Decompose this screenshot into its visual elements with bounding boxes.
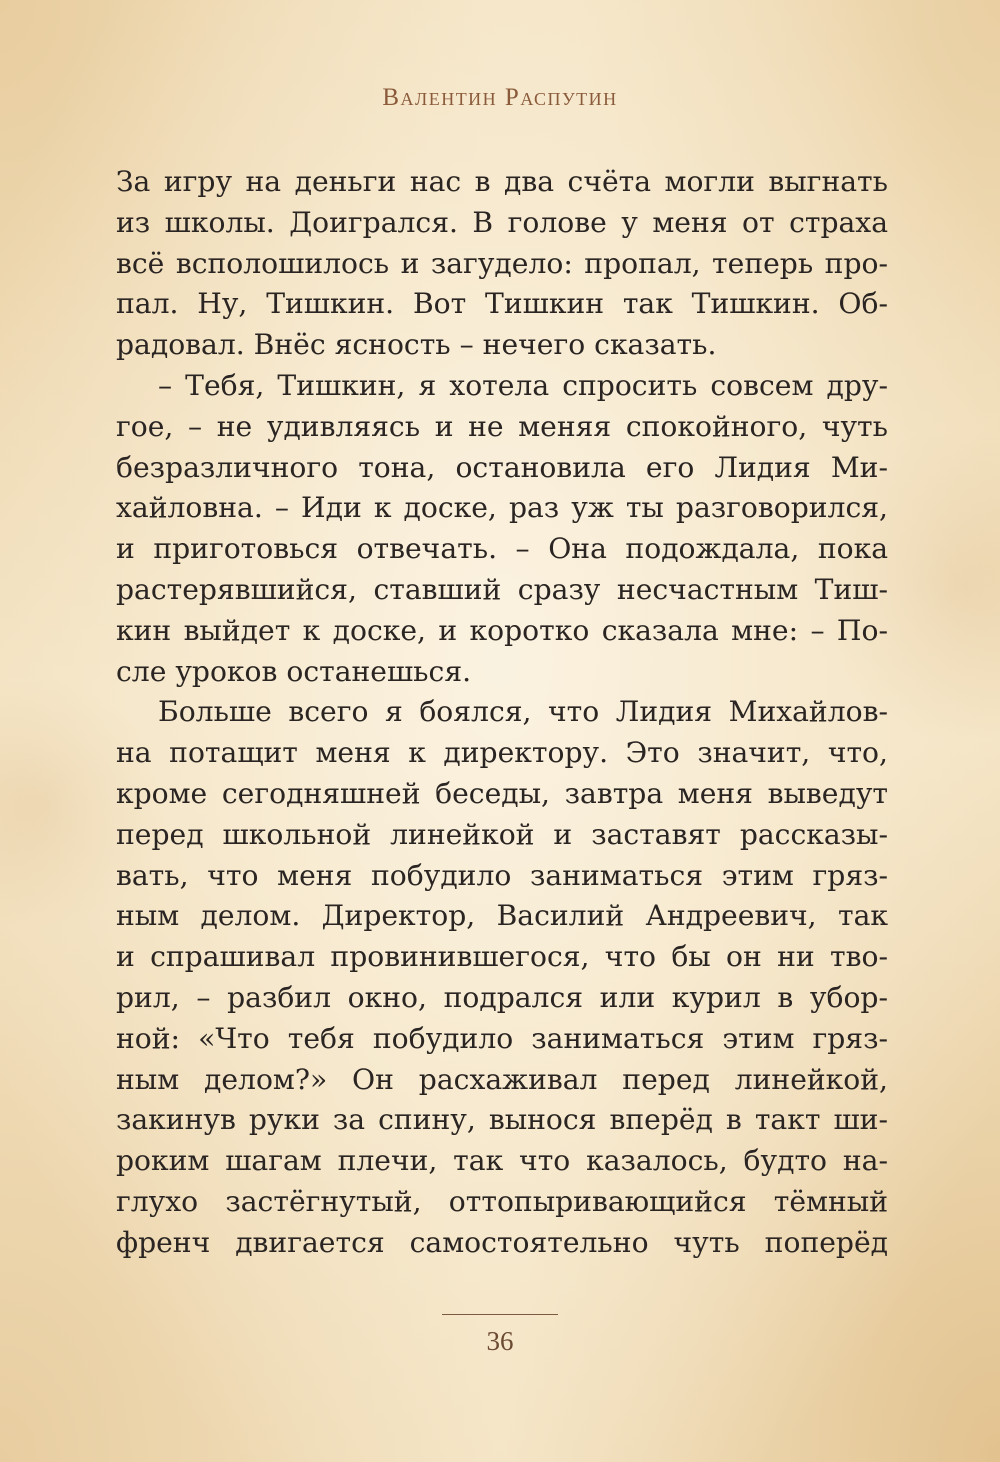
text-line: ной: «Что тебя побудило заниматься этим гряз- [116,1021,888,1055]
text-line: За игру на деньги нас в два счёта могли выгнать [116,165,888,198]
text-line: радовал. Внёс ясность – нечего сказать. [116,328,717,362]
text-line: пал. Ну, Тишкин. Вот Тишкин так Тишкин. Об- [116,287,888,321]
text-line: – Тебя, Тишкин, я хотела спросить совсем дру- [158,368,888,402]
text-line: кин выйдет к доске, и коротко сказала мне: – По- [116,613,888,647]
running-head-author: Валентин Распутин [382,84,618,111]
text-line: рил, – разбил окно, подрался или курил в убор- [116,980,888,1014]
text-line: закинув руки за спину, вынося вперёд в такт ши- [116,1103,888,1137]
text-line: кроме сегодняшней беседы, завтра меня выведут [116,776,888,810]
text-line: глухо застёгнутый, оттопыривающийся тёмный [116,1184,888,1218]
text-line: растерявшийся, ставший сразу несчастным Тиш- [116,572,888,606]
text-line: ным делом?» Он расхаживал перед линейкой, [116,1062,888,1096]
text-line: хайловна. – Иди к доске, раз уж ты разговорился, [116,491,888,525]
text-line: роким шагам плечи, так что казалось, будто на- [116,1144,888,1178]
text-line: и спрашивал провинившегося, что бы он ни тво- [116,940,888,974]
text-line: сле уроков останешься. [116,654,472,688]
text-line: и приготовься отвечать. – Она подождала, пока [116,532,888,566]
page-number: 36 [486,1326,514,1356]
text-line: из школы. Доигрался. В голове у меня от страха [116,205,888,239]
text-line: Больше всего я боялся, что Лидия Михайлов- [158,695,888,729]
text-line: вать, что меня побудило заниматься этим гряз- [116,858,888,892]
text-line: всё всполошилось и загудело: пропал, теперь про- [116,246,888,280]
text-line: гое, – не удивляясь и не меняя спокойного, чуть [116,409,888,443]
text-line: перед школьной линейкой и заставят рассказы- [116,817,888,851]
text-line: безразличного тона, остановила его Лидия Ми- [116,450,888,484]
text-line: френч двигается самостоятельно чуть поперёд [116,1225,888,1259]
body-text [116,162,888,1264]
text-line: на потащит меня к директору. Это значит, что, [116,736,888,770]
folio-divider [442,1314,558,1315]
text-line: ным делом. Директор, Василий Андреевич, так [116,899,888,933]
